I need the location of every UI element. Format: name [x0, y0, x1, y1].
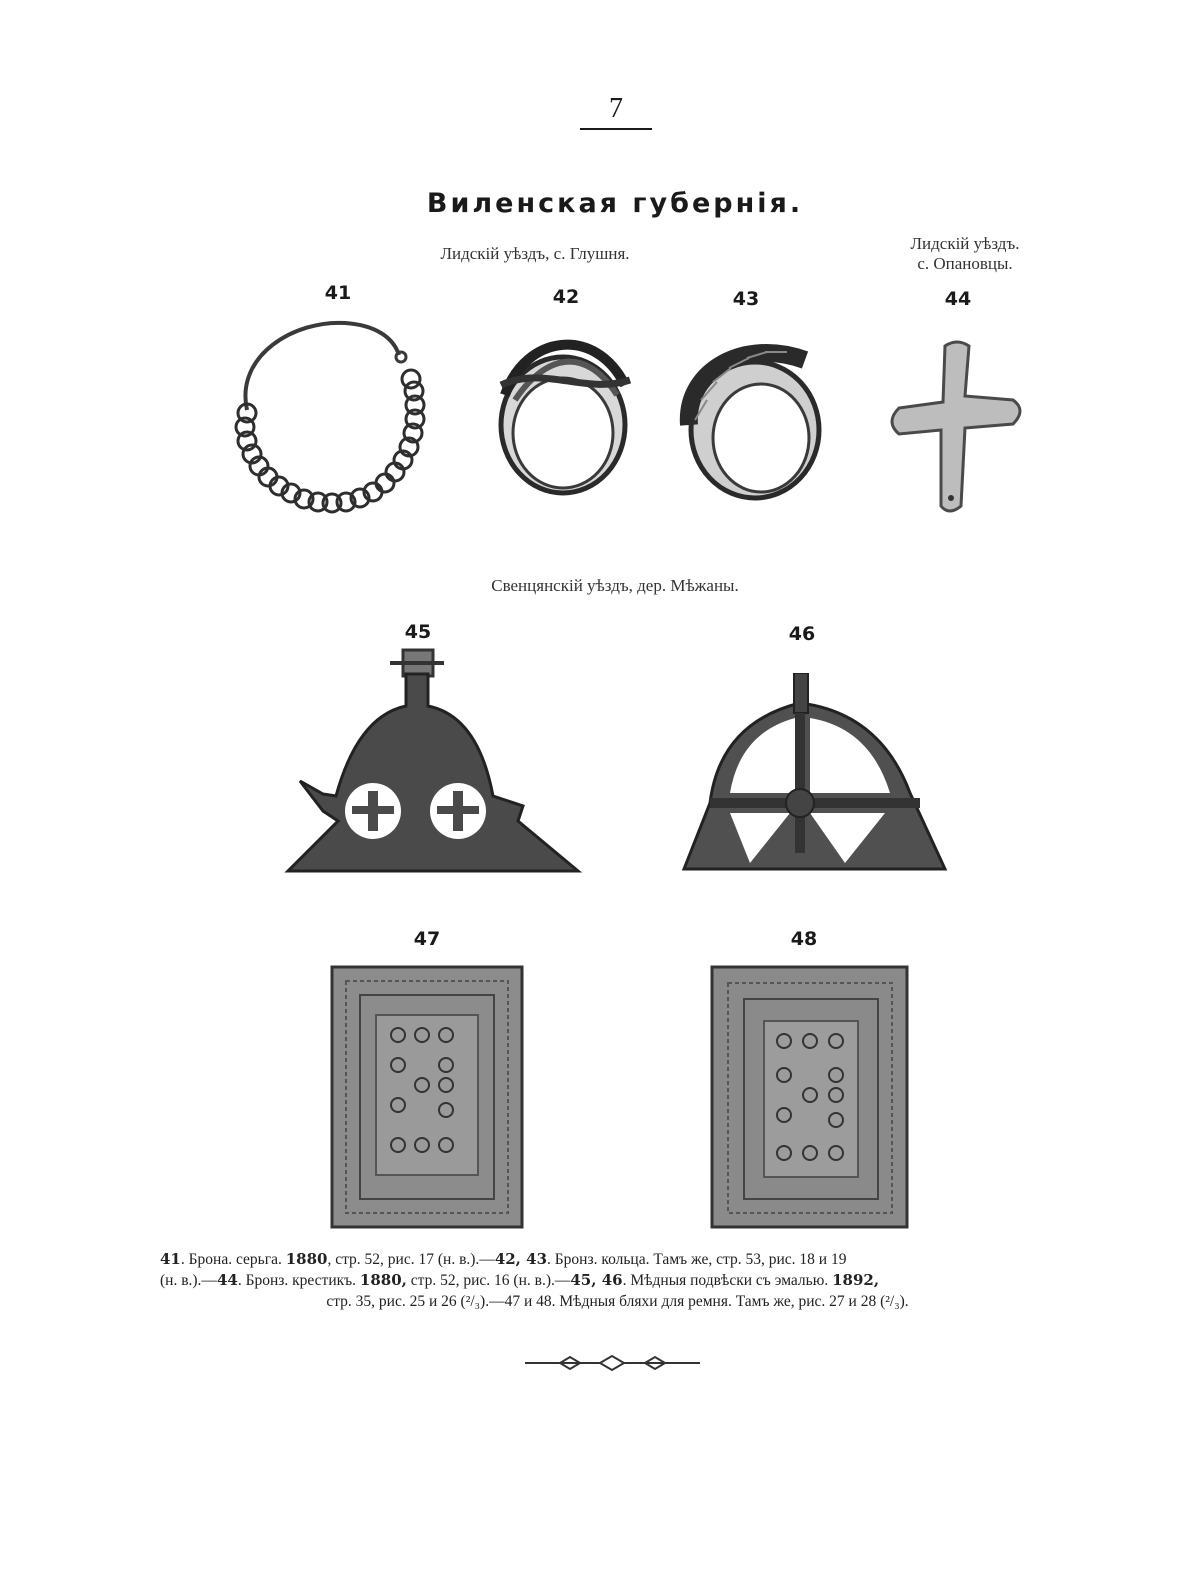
- caption-year: 1892,: [832, 1271, 880, 1289]
- figure-44-cross-image: [885, 338, 1030, 518]
- caption-year: 1880: [285, 1250, 328, 1268]
- figure-47-plaque-image: [330, 965, 525, 1230]
- caption-line-3: стр. 35, рис. 25 и 26 (²/₃).—47 и 48. Мѣдныя бляхи для ремня. Тамъ же, рис. 27 и 28 (²/₃).: [326, 1293, 909, 1310]
- caption-text: стр. 52, рис. 16 (н. в.).—: [406, 1272, 571, 1289]
- figure-43-ring-image: [675, 330, 830, 505]
- caption-line-1: [160, 1249, 1075, 1270]
- figure-number-45: 45: [404, 621, 432, 643]
- caption-fig-ref: 45, 46: [570, 1271, 623, 1289]
- location-line-2: с. Опановцы.: [917, 254, 1013, 273]
- figure-41-earring-image: [225, 315, 450, 530]
- figure-42-ring-image: [485, 325, 645, 505]
- caption-fig-ref: 41: [160, 1250, 181, 1268]
- figure-number-46: 46: [788, 623, 816, 645]
- caption-line-2: [160, 1270, 1075, 1291]
- location-lida-opanovtsy: [880, 234, 1050, 274]
- location-line-1: Лидскій уѣздъ.: [910, 234, 1020, 253]
- figure-number-42: 42: [552, 286, 580, 308]
- figure-number-47: 47: [413, 928, 441, 950]
- ornament-divider: [525, 1353, 700, 1377]
- figure-45-pendant-image: [278, 646, 598, 896]
- caption-text: . Брона. серьга.: [180, 1251, 286, 1268]
- caption-text: . Мѣдныя подвѣски съ эмалью.: [622, 1272, 833, 1289]
- figure-number-48: 48: [790, 928, 818, 950]
- caption-text: . Бронз. крестикъ.: [237, 1272, 360, 1289]
- caption-text: (н. в.).—: [160, 1272, 217, 1289]
- caption-text: , стр. 52, рис. 17 (н. в.).—: [327, 1251, 495, 1268]
- figure-46-pendant-image: [680, 673, 950, 873]
- caption-fig-ref: 44: [216, 1271, 238, 1289]
- caption-text: . Бронз. кольца. Тамъ же, стр. 53, рис. 18 и 19: [547, 1251, 847, 1268]
- page-title: Виленская губернія.: [426, 188, 804, 219]
- figure-number-43: 43: [732, 288, 760, 310]
- page-number: 7: [580, 92, 652, 130]
- figure-caption: [160, 1249, 1075, 1312]
- caption-fig-ref: 42, 43: [494, 1250, 548, 1268]
- location-svents-mezhany: Свенцянскій уѣздъ, дер. Мѣжаны.: [491, 576, 739, 595]
- figure-48-plaque-image: [710, 965, 910, 1230]
- figure-number-41: 41: [324, 282, 352, 304]
- figure-number-44: 44: [944, 288, 972, 310]
- caption-year: 1880,: [359, 1271, 407, 1289]
- location-lida-glushnia: Лидскій уѣздъ, с. Глушня.: [440, 244, 630, 263]
